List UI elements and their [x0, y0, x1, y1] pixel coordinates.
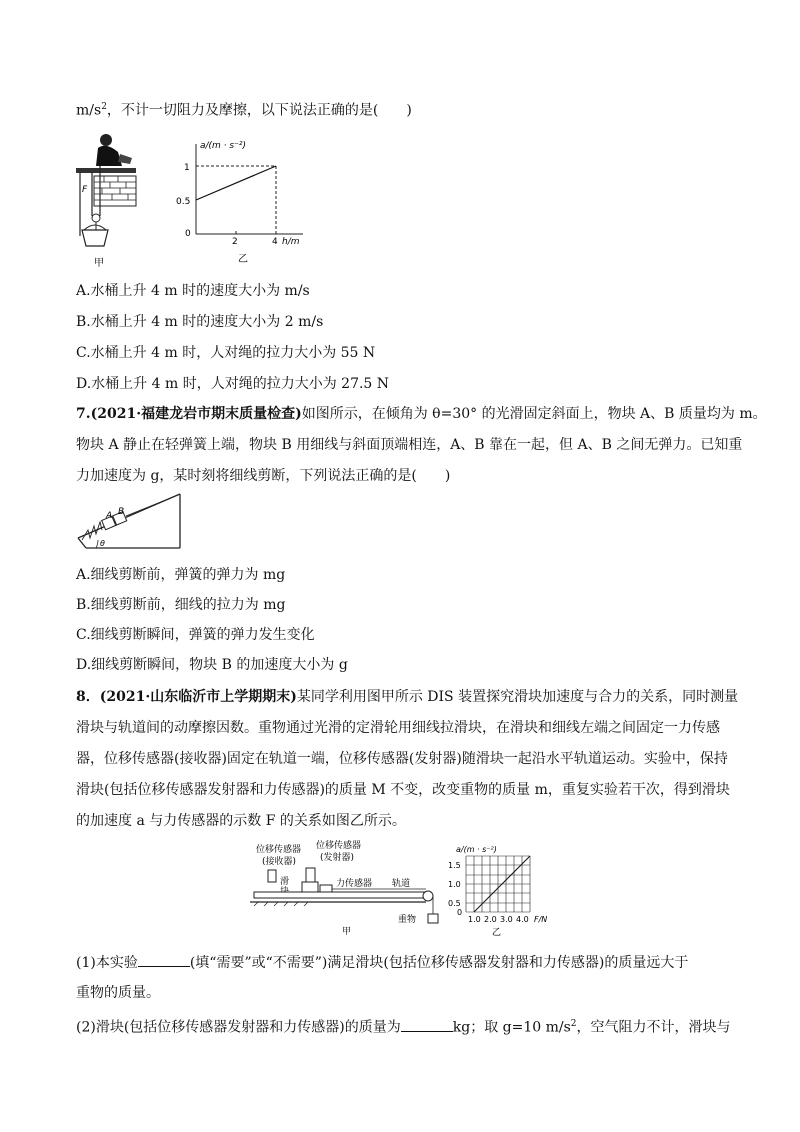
- label-yi: 乙: [238, 254, 248, 265]
- ytick-1: 1: [184, 163, 190, 173]
- intro-line: [76, 97, 412, 121]
- q8-source: (2021·山东临沂市上学期期末): [99, 689, 297, 705]
- acceleration-force-graph: [444, 842, 554, 938]
- track-label: 轨道: [392, 879, 411, 889]
- q8-sub1-line: [76, 952, 688, 973]
- ytick-0: 0: [185, 229, 191, 239]
- q6-option-d: D.水桶上升 4 m 时，人对绳的拉力大小为 27.5 N: [76, 376, 390, 392]
- q8-sub1-prefix: (1)本实验: [76, 955, 138, 971]
- q7-source: (2021·福建龙岩市期末质量检查): [90, 406, 302, 422]
- slider-label-1: 滑: [280, 877, 290, 887]
- graph-xlabel: h/m: [282, 237, 300, 247]
- receiver-label-1: 位移传感器: [256, 845, 302, 855]
- pulley-bucket-figure: [74, 124, 144, 274]
- q8-sub2-rest: ，空气阻力不计，滑块与: [576, 1019, 731, 1036]
- q8-sub2-prefix: (2)滑块(包括位移传感器发射器和力传感器)的质量为: [76, 1019, 401, 1036]
- incline-figure: [76, 490, 186, 552]
- q8-line-2: 滑块与轨道间的动摩擦因数。重物通过光滑的定滑轮用细线拉滑块，在滑块和细线左端之间固定一力传感: [76, 720, 720, 736]
- graph2-ytick-0: 0: [457, 908, 463, 917]
- q8-sub1-line-2: 重物的质量。: [76, 985, 160, 1001]
- q7-option-a: A.细线剪断前，弹簧的弹力为 mg: [76, 567, 286, 583]
- q8-sub1-answer-blank[interactable]: [138, 952, 190, 967]
- graph-ylabel: a/(m · s⁻²): [200, 141, 246, 151]
- emitter-label-2: (发射器): [320, 853, 355, 863]
- force-sensor-label: 力传感器: [336, 879, 373, 889]
- emitter-label-1: 位移传感器: [316, 841, 362, 851]
- weight-label: 重物: [398, 915, 417, 925]
- q7-option-d: D.细线剪断瞬间，物块 B 的加速度大小为 g: [76, 657, 348, 673]
- graph2-xtick-2: 2.0: [484, 915, 497, 924]
- graph2-ytick-0-5: 0.5: [448, 899, 461, 908]
- q8-line-1: [76, 687, 738, 707]
- label-jia-2: 甲: [342, 927, 352, 936]
- q8-line-4: 滑块(包括位移传感器发射器和力传感器)的质量 M 不变，改变重物的质量 m，重复实验若干次，得到滑块: [76, 782, 730, 798]
- q8-number: 8．: [76, 689, 100, 705]
- q7-option-b: B.细线剪断前，细线的拉力为 mg: [76, 597, 286, 613]
- series-line: [196, 166, 276, 200]
- q8-sub2-mid: kg；取 g=10 m/s: [452, 1019, 571, 1036]
- q7-line-3: 力加速度为 g，某时刻将细线剪断，下列说法正确的是( ): [76, 468, 451, 484]
- q8-sub2-answer-blank[interactable]: [401, 1017, 453, 1032]
- q7-option-c: C.细线剪断瞬间，弹簧的弹力发生变化: [76, 627, 315, 643]
- graph2-ytick-1-5: 1.5: [448, 861, 461, 870]
- unit-superscript: 2: [101, 102, 107, 112]
- q8-line-3: 器，位移传感器(接收器)固定在轨道一端，位移传感器(发射器)随滑块一起沿水平轨道运动。实验中，保持: [76, 751, 728, 767]
- q7-text-1: 如图所示，在倾角为 θ=30° 的光滑固定斜面上，物块 A、B 质量均为 m。: [301, 406, 767, 422]
- graph2-xlabel: F/N: [534, 915, 548, 924]
- ytick-0-5: 0.5: [176, 197, 191, 207]
- q7-number: 7.: [76, 406, 91, 422]
- q8-sub2-line: [76, 1014, 731, 1038]
- xtick-2: 2: [232, 237, 238, 247]
- q8-sub2-superscript: 2: [570, 1019, 577, 1029]
- graph2-xtick-3: 3.0: [500, 915, 513, 924]
- q8-sub1-rest: (填“需要”或“不需要”)满足滑块(包括位移传感器发射器和力传感器)的质量远大于: [189, 955, 689, 971]
- block-a-label: A: [106, 511, 113, 521]
- xtick-4: 4: [272, 237, 278, 247]
- graph2-ytick-1-0: 1.0: [448, 880, 461, 889]
- intro-text: ，不计一切阻力及摩擦，以下说法正确的是( ): [106, 102, 412, 119]
- graph2-xtick-4: 4.0: [516, 915, 529, 924]
- angle-theta-label: θ: [100, 539, 105, 548]
- q7-line-2: 物块 A 静止在轻弹簧上端，物块 B 用细线与斜面顶端相连，A、B 靠在一起，但 A、B 之间无弹力。已知重: [76, 437, 743, 453]
- label-jia: 甲: [94, 258, 104, 269]
- q6-option-a: A.水桶上升 4 m 时的速度大小为 m/s: [76, 283, 310, 299]
- graph2-ylabel: a/(m · s⁻²): [456, 845, 497, 854]
- q7-line-1: [76, 404, 767, 424]
- rope-force-label: F: [82, 185, 88, 195]
- receiver-label-2: (接收器): [262, 857, 297, 867]
- dis-apparatus-figure: [250, 840, 440, 936]
- q8-text-1: 某同学利用图甲所示 DIS 装置探究滑块加速度与合力的关系，同时测量: [296, 689, 739, 705]
- graph2-xtick-1: 1.0: [468, 915, 481, 924]
- label-yi-2: 乙: [492, 928, 502, 938]
- q6-option-b: B.水桶上升 4 m 时的速度大小为 2 m/s: [76, 314, 324, 330]
- q8-line-5: 的加速度 a 与力传感器的示数 F 的关系如图乙所示。: [76, 813, 406, 829]
- unit-text: m/s: [76, 102, 102, 119]
- acceleration-height-graph: [168, 136, 318, 268]
- q6-option-c: C.水桶上升 4 m 时，人对绳的拉力大小为 55 N: [76, 345, 376, 361]
- block-b-label: B: [118, 507, 125, 517]
